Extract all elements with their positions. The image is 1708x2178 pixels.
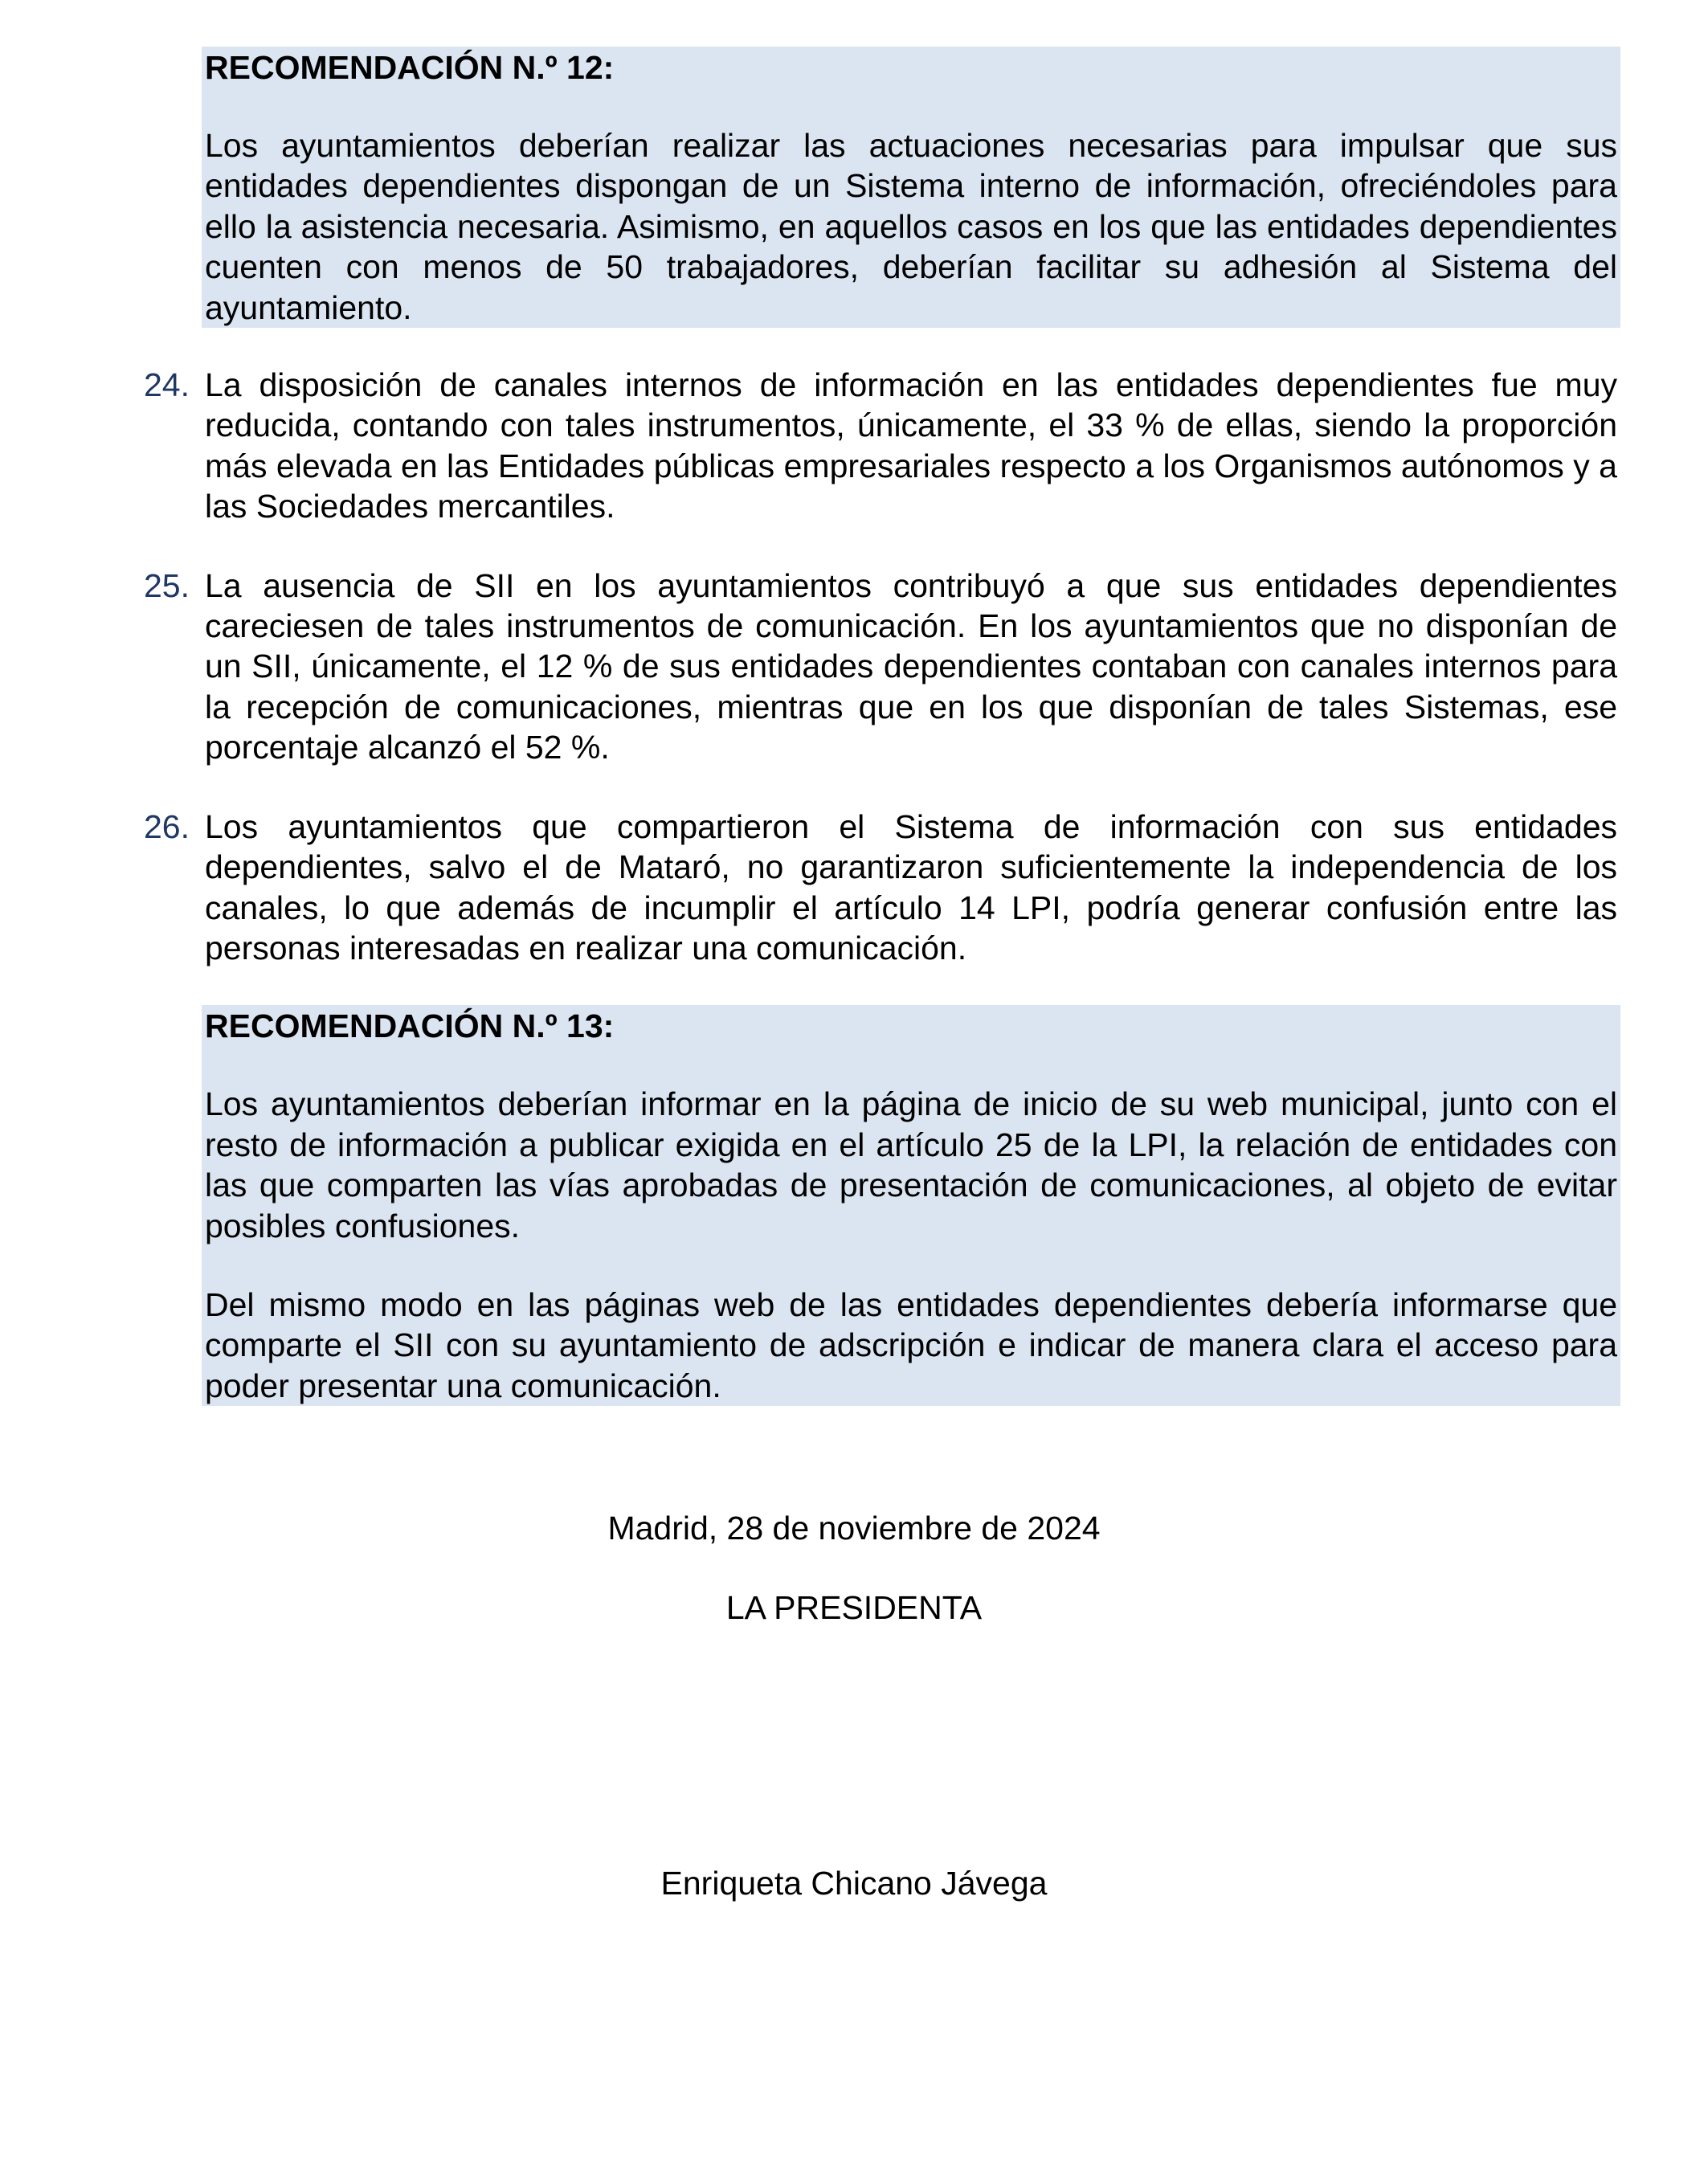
recommendation-13-box — [202, 1005, 1620, 1406]
recommendation-13-text-1: Los ayuntamientos deberían informar en la página de inicio de su web municipal, junto con el resto de información a publicar exigida en el artículo 25 de la LPI, la relación de entidades con las que comparten las vías aprobadas de presentación de comunicaciones, al objeto de evitar posibles confusiones. — [205, 1085, 1617, 1244]
list-item-25 — [144, 566, 1620, 768]
recommendation-12-text: Los ayuntamientos deberían realizar las actuaciones necesarias para impulsar que sus entidades dependientes dispongan de un Sistema interno de información, ofreciéndoles para ello la asistencia necesaria. Asimismo, en aquellos casos en los que las entidades dependientes cuenten con menos de 50 trabajadores, deberían facilitar su adhesión al Sistema del ayuntamiento. — [205, 127, 1617, 326]
signature-name: Enriqueta Chicano Jávega — [660, 1865, 1048, 1902]
list-item-text: La disposición de canales internos de información en las entidades dependientes fue muy reducida, contando con tales instrumentos, únicamente, el 33 % de ellas, siendo la proporción más elevada en las Entidades públicas empresariales respecto a los Organismos autónomos y a las Sociedades mercantiles. — [205, 366, 1617, 525]
recommendation-12-box — [202, 47, 1620, 328]
list-item-number: 26. — [144, 807, 190, 845]
list-item-text: Los ayuntamientos que compartieron el Sistema de información con sus entidades dependientes, salvo el de Mataró, no garantizaron suficientemente la independencia de los canales, lo que además de incumplir el artículo 14 LPI, podría generar confusión entre las personas interesadas en realizar una comunicación. — [205, 807, 1617, 966]
list-item-number: 24. — [144, 366, 190, 404]
recommendation-12-title: RECOMENDACIÓN N.º 12: — [205, 49, 615, 86]
signature-place-date: Madrid, 28 de noviembre de 2024 — [607, 1510, 1101, 1547]
list-item-number: 25. — [144, 566, 190, 604]
document-body — [144, 47, 1620, 1406]
signature-role: LA PRESIDENTA — [725, 1589, 983, 1626]
recommendation-13-title: RECOMENDACIÓN N.º 13: — [205, 1007, 615, 1045]
list-item-text: La ausencia de SII en los ayuntamientos contribuyó a que sus entidades dependientes careciesen de tales instrumentos de comunicación. En los ayuntamientos que no disponían de un SII, únicamente, el 12 % de sus entidades dependientes contaban con canales internos para la recepción de comunicaciones, mientras que en los que disponían de tales Sistemas, ese porcentaje alcanzó el 52 %. — [205, 566, 1617, 766]
list-item-26 — [144, 807, 1620, 969]
list-item-24 — [144, 365, 1620, 527]
recommendation-13-text-2: Del mismo modo en las páginas web de las entidades dependientes debería informarse que comparte el SII con su ayuntamiento de adscripción e indicar de manera clara el acceso para poder presentar una comunicación. — [205, 1285, 1617, 1404]
